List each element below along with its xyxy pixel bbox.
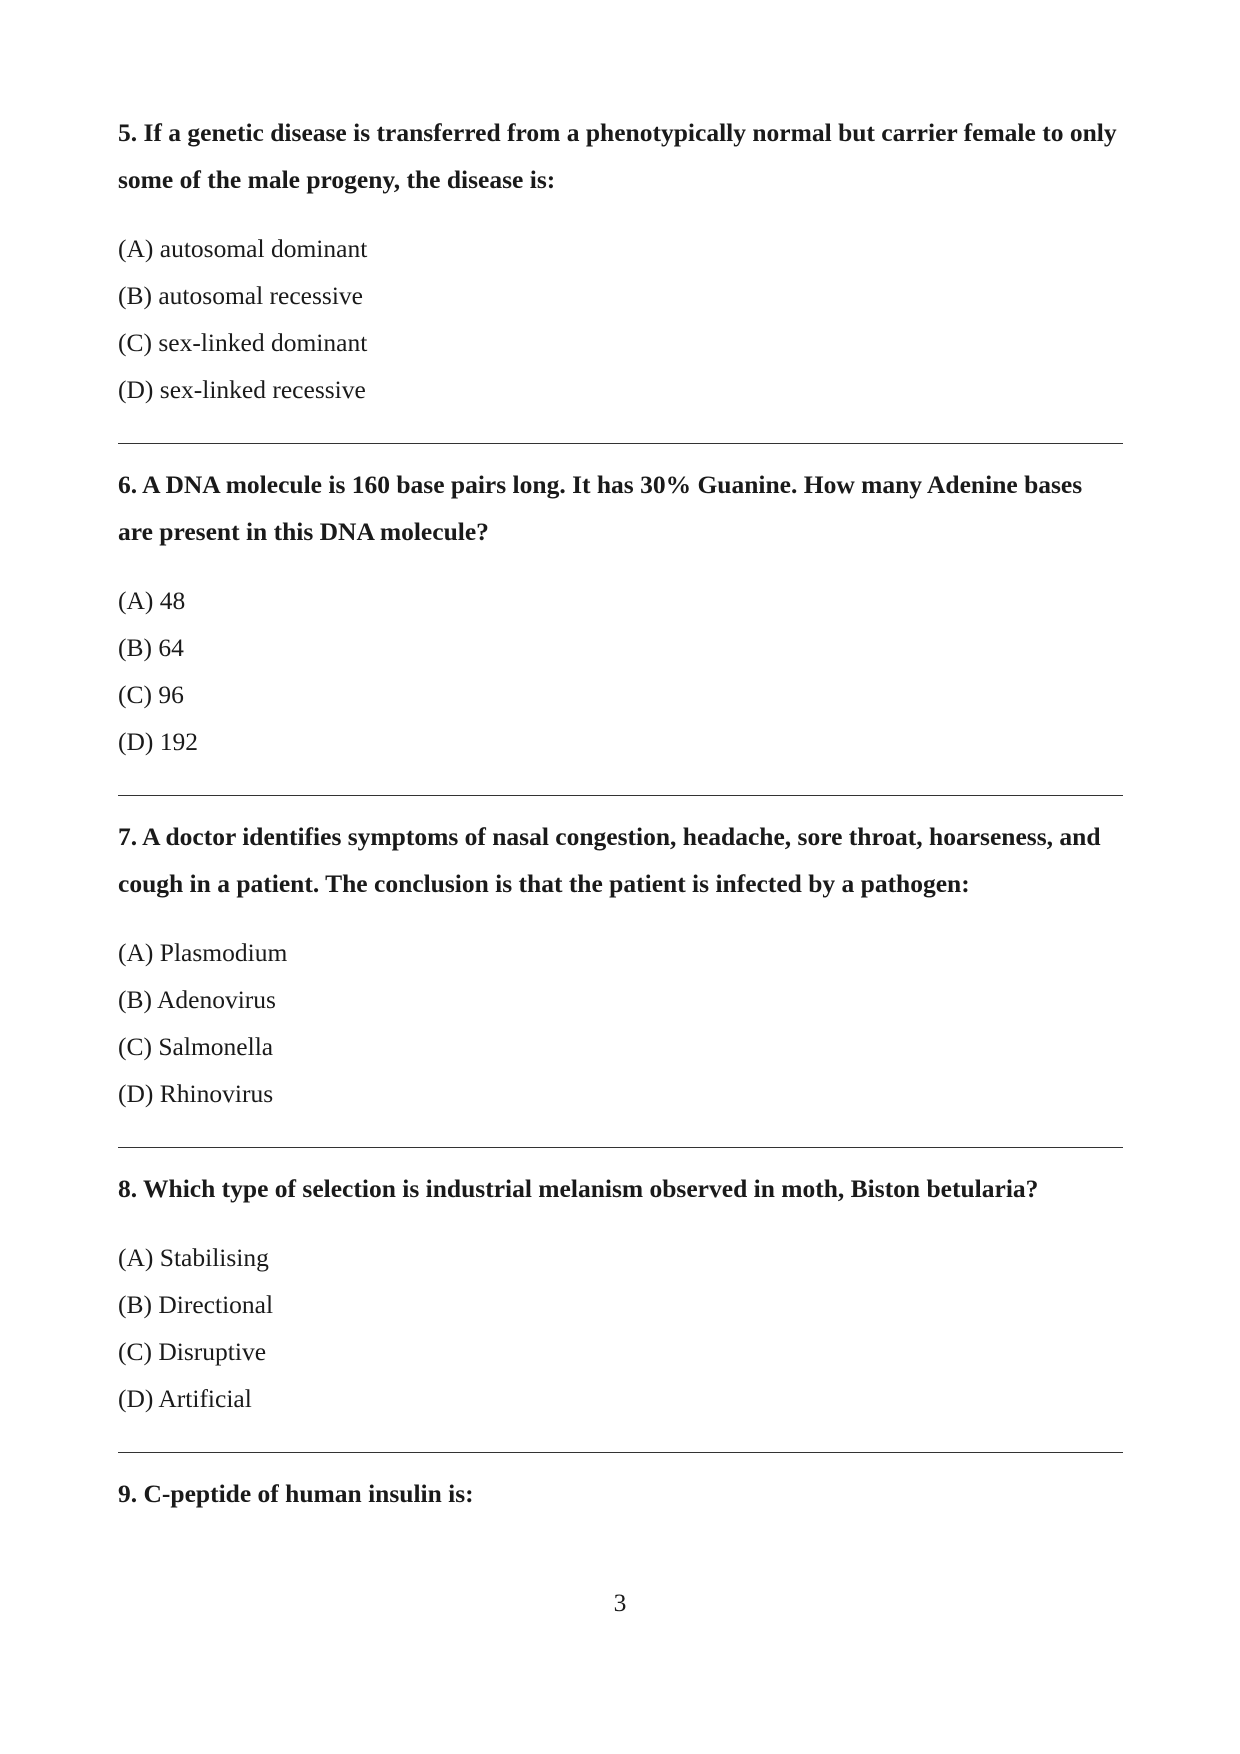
option-c: (C) 96	[118, 680, 184, 709]
divider	[118, 443, 1123, 444]
question-5	[118, 109, 1123, 413]
question-text: 6. A DNA molecule is 160 base pairs long. It has 30% Guanine. How many Adenine bases are present in this DNA molecule?	[118, 470, 1083, 546]
options-list	[118, 225, 1123, 413]
exam-page	[118, 96, 1123, 1517]
option-a: (A) Plasmodium	[118, 938, 288, 967]
option-c: (C) sex-linked dominant	[118, 328, 368, 357]
option-b: (B) 64	[118, 633, 184, 662]
divider	[118, 1147, 1123, 1148]
options-list	[118, 1234, 1123, 1422]
option-b: (B) Directional	[118, 1290, 274, 1319]
option-d: (D) Rhinovirus	[118, 1079, 274, 1108]
option-d: (D) sex-linked recessive	[118, 375, 366, 404]
option-c: (C) Salmonella	[118, 1032, 274, 1061]
options-list	[118, 929, 1123, 1117]
question-text: 5. If a genetic disease is transferred from a phenotypically normal but carrier female to only some of the male progeny, the disease is:	[118, 118, 1117, 194]
question-text: 7. A doctor identifies symptoms of nasal congestion, headache, sore throat, hoarseness, and cough in a patient. The conclusion is that the patient is infected by a pathogen:	[118, 822, 1101, 898]
option-a: (A) autosomal dominant	[118, 234, 368, 263]
option-c: (C) Disruptive	[118, 1337, 267, 1366]
divider	[118, 1452, 1123, 1453]
question-8	[118, 1165, 1123, 1422]
options-list	[118, 577, 1123, 765]
option-a: (A) Stabilising	[118, 1243, 269, 1272]
option-b: (B) autosomal recessive	[118, 281, 364, 310]
question-text: 9. C-peptide of human insulin is:	[118, 1479, 474, 1508]
question-7	[118, 813, 1123, 1117]
question-text: 8. Which type of selection is industrial melanism observed in moth, Biston betularia?	[118, 1174, 1039, 1203]
question-6	[118, 461, 1123, 765]
option-d: (D) Artificial	[118, 1384, 252, 1413]
question-9	[118, 1470, 1123, 1517]
option-d: (D) 192	[118, 727, 199, 756]
divider	[118, 795, 1123, 796]
option-b: (B) Adenovirus	[118, 985, 276, 1014]
option-a: (A) 48	[118, 586, 186, 615]
page-number: 3	[613, 1588, 627, 1617]
